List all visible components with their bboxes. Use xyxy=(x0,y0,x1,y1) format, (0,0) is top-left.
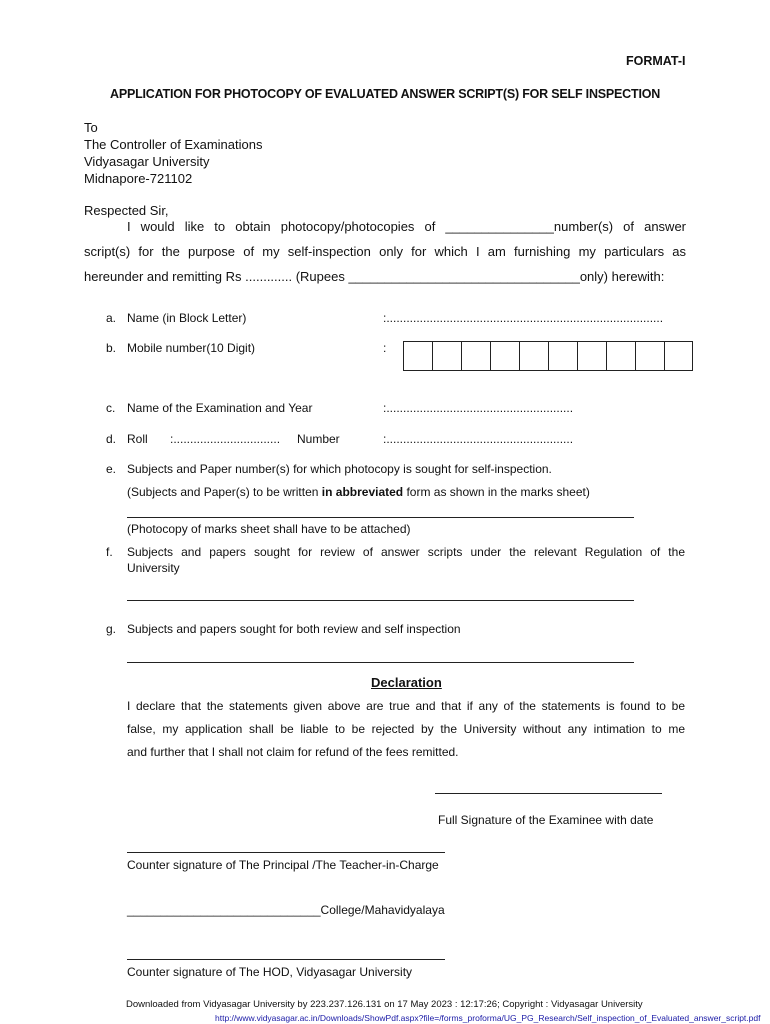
item-c-label: Name of the Examination and Year xyxy=(127,401,313,415)
examination-field[interactable]: :........................................................ xyxy=(383,401,574,415)
item-f-label-2: University xyxy=(127,561,180,575)
address-block xyxy=(84,119,262,187)
format-label: FORMAT-I xyxy=(626,54,686,68)
examinee-signature-label: Full Signature of the Examinee with date xyxy=(438,813,654,827)
hod-signature-line[interactable] xyxy=(127,959,445,960)
digit-box[interactable] xyxy=(432,341,461,371)
item-e-note xyxy=(127,485,590,499)
subjects-self-inspection-line[interactable] xyxy=(127,517,634,518)
item-e-note-pre: (Subjects and Paper(s) to be written xyxy=(127,485,322,499)
declaration-line-3: and further that I shall not claim for refund of the fees remitted. xyxy=(127,745,459,759)
item-d-letter: d. xyxy=(106,432,117,446)
digit-box[interactable] xyxy=(403,341,432,371)
item-b-label: Mobile number(10 Digit) xyxy=(127,341,256,355)
item-e-letter: e. xyxy=(106,462,117,476)
number-label: Number xyxy=(297,432,340,446)
source-url-link[interactable]: http://www.vidyasagar.ac.in/Downloads/ShowPdf.aspx?file=/forms_proforma/UG_PG_Research/Self_inspection_of_Evaluated_answer_script.pdf xyxy=(215,1013,761,1023)
item-a-label: Name (in Block Letter) xyxy=(127,311,247,325)
download-footer: Downloaded from Vidyasagar University by 223.237.126.131 on 17 May 2023 : 12:17:26; Copyright : Vidyasagar University xyxy=(126,999,643,1010)
digit-box[interactable] xyxy=(548,341,577,371)
digit-box[interactable] xyxy=(519,341,548,371)
item-d-label: Roll xyxy=(127,432,148,446)
digit-box[interactable] xyxy=(490,341,519,371)
declaration-heading: Declaration xyxy=(371,675,442,690)
item-a-letter: a. xyxy=(106,311,117,325)
body-line-1: I would like to obtain photocopy/photocopies of _______________number(s) of answer xyxy=(127,219,686,234)
page-title: APPLICATION FOR PHOTOCOPY OF EVALUATED ANSWER SCRIPT(S) FOR SELF INSPECTION xyxy=(110,87,661,101)
item-c-letter: c. xyxy=(106,401,116,415)
digit-box[interactable] xyxy=(635,341,664,371)
item-e-note-post: form as shown in the marks sheet) xyxy=(403,485,590,499)
examinee-signature-line[interactable] xyxy=(435,793,662,794)
hod-signature-label: Counter signature of The HOD, Vidyasagar University xyxy=(127,965,413,979)
address-to: To xyxy=(84,120,98,135)
name-field[interactable]: :................................................................................... xyxy=(383,311,664,325)
digit-box[interactable] xyxy=(577,341,606,371)
body-line-2: script(s) for the purpose of my self-inspection only for which I am furnishing my particulars as xyxy=(84,244,686,259)
item-e-attach-note: (Photocopy of marks sheet shall have to be attached) xyxy=(127,522,411,536)
item-f-letter: f. xyxy=(106,545,113,559)
item-b-letter: b. xyxy=(106,341,117,355)
mobile-number-boxes[interactable] xyxy=(403,341,693,371)
item-b-colon: : xyxy=(383,341,387,355)
college-field[interactable]: _____________________________College/Mahavidyalaya xyxy=(127,903,445,917)
item-e-label: Subjects and Paper number(s) for which photocopy is sought for self-inspection. xyxy=(127,462,552,476)
declaration-line-1: I declare that the statements given above are true and that if any of the statements is found to be xyxy=(127,699,685,713)
item-g-label: Subjects and papers sought for both review and self inspection xyxy=(127,622,461,636)
principal-signature-label: Counter signature of The Principal /The Teacher-in-Charge xyxy=(127,858,439,872)
item-f-label-1: Subjects and papers sought for review of answer scripts under the relevant Regulation of the xyxy=(127,545,685,559)
number-field[interactable]: :........................................................ xyxy=(383,432,574,446)
item-e-note-bold: in abbreviated xyxy=(321,485,404,499)
subjects-both-line[interactable] xyxy=(127,662,634,663)
principal-signature-line[interactable] xyxy=(127,852,445,853)
subjects-review-line[interactable] xyxy=(127,600,634,601)
roll-field[interactable]: :................................ xyxy=(170,432,281,446)
digit-box[interactable] xyxy=(606,341,635,371)
address-line2: Vidyasagar University xyxy=(84,154,210,169)
digit-box[interactable] xyxy=(664,341,693,371)
body-line-3: hereunder and remitting Rs ............. (Rupees ________________________________only) herewith: xyxy=(84,269,665,284)
digit-box[interactable] xyxy=(461,341,490,371)
item-g-letter: g. xyxy=(106,622,117,636)
salutation: Respected Sir, xyxy=(84,203,169,218)
address-line1: The Controller of Examinations xyxy=(84,137,263,152)
address-line3: Midnapore-721102 xyxy=(84,171,193,186)
declaration-line-2: false, my application shall be liable to be rejected by the University without any intimation to me xyxy=(127,722,685,736)
